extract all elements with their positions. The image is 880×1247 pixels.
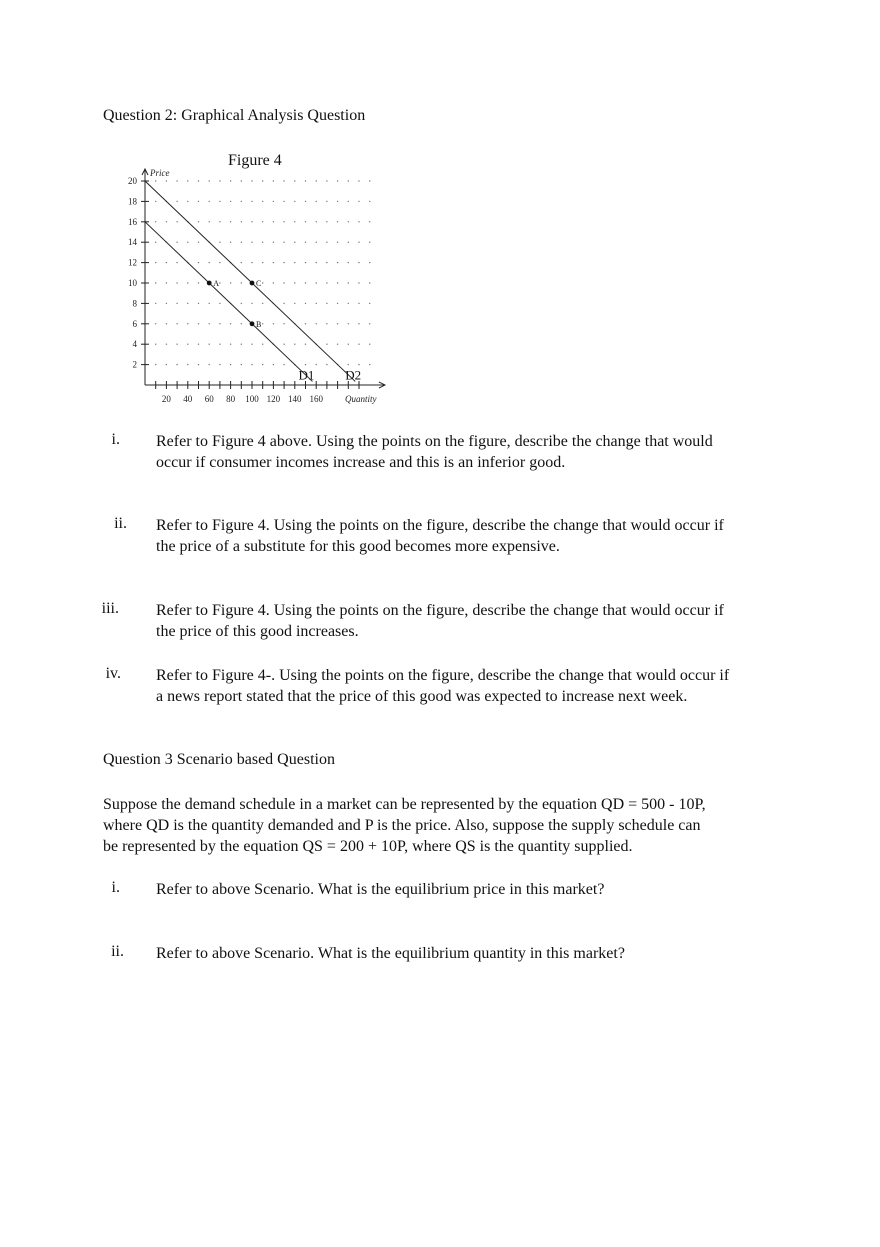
grid-dot bbox=[166, 221, 167, 222]
grid-dot bbox=[262, 221, 263, 222]
q2-item-number: i. bbox=[111, 431, 120, 448]
grid-dot bbox=[251, 201, 252, 202]
grid-dot bbox=[348, 180, 349, 181]
grid-dot bbox=[251, 221, 252, 222]
grid-dot bbox=[198, 303, 199, 304]
q3-item-number: i. bbox=[111, 879, 120, 896]
grid-dot bbox=[316, 201, 317, 202]
grid-dot bbox=[305, 344, 306, 345]
grid-dot bbox=[219, 262, 220, 263]
grid-dot bbox=[337, 262, 338, 263]
grid-dot bbox=[294, 262, 295, 263]
grid-dot bbox=[209, 303, 210, 304]
grid-dot bbox=[209, 221, 210, 222]
grid-dot bbox=[209, 262, 210, 263]
grid-dot bbox=[337, 323, 338, 324]
grid-dot bbox=[369, 262, 370, 263]
grid-dot bbox=[316, 323, 317, 324]
grid-dot bbox=[230, 364, 231, 365]
grid-dot bbox=[187, 180, 188, 181]
grid-dot bbox=[198, 262, 199, 263]
q2-item-line: the price of a substitute for this good becomes more expensive. bbox=[156, 538, 560, 555]
grid-dot bbox=[337, 201, 338, 202]
grid-dot bbox=[358, 323, 359, 324]
figure-caption: Figure 4 bbox=[228, 152, 282, 169]
grid-dot bbox=[155, 303, 156, 304]
x-tick-label: 20 bbox=[161, 394, 171, 404]
grid-dot bbox=[294, 242, 295, 243]
grid-dot bbox=[358, 201, 359, 202]
grid-dot bbox=[241, 180, 242, 181]
grid-dot bbox=[198, 344, 199, 345]
q3-item-text: Refer to above Scenario. What is the equilibrium quantity in this market? bbox=[156, 945, 625, 962]
grid-dot bbox=[369, 323, 370, 324]
grid-dot bbox=[262, 180, 263, 181]
grid-dot bbox=[273, 323, 274, 324]
grid-dot bbox=[241, 221, 242, 222]
grid-dot bbox=[305, 262, 306, 263]
grid-dot bbox=[230, 242, 231, 243]
y-tick-label: 4 bbox=[132, 339, 137, 350]
grid-dot bbox=[155, 282, 156, 283]
grid-dot bbox=[176, 303, 177, 304]
grid-dot bbox=[348, 303, 349, 304]
q2-item-line: Refer to Figure 4. Using the points on the figure, describe the change that would occur if bbox=[156, 517, 724, 534]
grid-dot bbox=[316, 282, 317, 283]
grid-dot bbox=[348, 221, 349, 222]
grid-dot bbox=[209, 364, 210, 365]
y-tick-label: 10 bbox=[128, 278, 137, 288]
point-label-b: B bbox=[256, 319, 262, 329]
x-tick-label: 100 bbox=[245, 394, 259, 404]
grid-dot bbox=[273, 221, 274, 222]
grid-dot bbox=[198, 221, 199, 222]
grid-dot bbox=[219, 282, 220, 283]
figure-4-chart bbox=[110, 150, 400, 415]
grid-dot bbox=[305, 201, 306, 202]
y-tick-label: 6 bbox=[132, 318, 137, 329]
grid-dot bbox=[262, 282, 263, 283]
grid-dot bbox=[198, 180, 199, 181]
grid-dot bbox=[273, 180, 274, 181]
grid-dot bbox=[283, 364, 284, 365]
y-tick-label: 8 bbox=[132, 298, 137, 309]
q2-item-text bbox=[156, 515, 724, 557]
demand-line-d2 bbox=[145, 181, 355, 381]
grid-dot bbox=[348, 282, 349, 283]
grid-dot bbox=[219, 221, 220, 222]
grid-dot bbox=[166, 364, 167, 365]
y-tick-label: 16 bbox=[128, 216, 137, 227]
grid-dot bbox=[283, 201, 284, 202]
grid-dot bbox=[358, 303, 359, 304]
grid-dot bbox=[176, 282, 177, 283]
grid-dot bbox=[273, 242, 274, 243]
grid-dot bbox=[230, 323, 231, 324]
grid-dot bbox=[155, 262, 156, 263]
grid-dot bbox=[230, 201, 231, 202]
y-tick-label: 12 bbox=[128, 257, 137, 268]
grid-dot bbox=[283, 344, 284, 345]
grid-dot bbox=[337, 180, 338, 181]
grid-dot bbox=[176, 221, 177, 222]
grid-dot bbox=[369, 303, 370, 304]
grid-dot bbox=[251, 303, 252, 304]
x-tick-label: 80 bbox=[226, 394, 236, 404]
grid-dot bbox=[155, 364, 156, 365]
grid-dot bbox=[326, 262, 327, 263]
grid-dot bbox=[198, 201, 199, 202]
q3-item-text: Refer to above Scenario. What is the equilibrium price in this market? bbox=[156, 881, 605, 898]
y-tick-label: 14 bbox=[128, 237, 137, 248]
scenario-line: where QD is the quantity demanded and P is the price. Also, suppose the supply schedule can bbox=[103, 817, 701, 834]
grid-dot bbox=[241, 242, 242, 243]
question-3-heading: Question 3 Scenario based Question bbox=[103, 751, 335, 768]
grid-dot bbox=[316, 221, 317, 222]
q2-item-line: the price of this good increases. bbox=[156, 623, 359, 640]
grid-dot bbox=[273, 364, 274, 365]
grid-dot bbox=[209, 180, 210, 181]
point-a bbox=[207, 281, 212, 286]
y-tick-label: 2 bbox=[132, 359, 137, 370]
grid-dot bbox=[241, 303, 242, 304]
grid-dot bbox=[219, 364, 220, 365]
point-label-c: C bbox=[256, 279, 262, 288]
grid-dot bbox=[326, 242, 327, 243]
grid-dot bbox=[358, 282, 359, 283]
grid-dot bbox=[273, 201, 274, 202]
point-c bbox=[250, 281, 255, 286]
x-axis-label: Quantity bbox=[345, 394, 377, 404]
q2-item-line: a news report stated that the price of this good was expected to increase next week. bbox=[156, 688, 688, 705]
grid-dot bbox=[283, 180, 284, 181]
grid-dot bbox=[273, 262, 274, 263]
question-2-heading: Question 2: Graphical Analysis Question bbox=[103, 107, 366, 124]
grid-dot bbox=[198, 323, 199, 324]
scenario-line: Suppose the demand schedule in a market can be represented by the equation QD = 500 - 10P, bbox=[103, 796, 706, 813]
q2-item-number: iii. bbox=[101, 600, 119, 617]
grid-dot bbox=[348, 364, 349, 365]
grid-dot bbox=[155, 180, 156, 181]
grid-dot bbox=[262, 364, 263, 365]
grid-dot bbox=[326, 344, 327, 345]
grid-dot bbox=[241, 323, 242, 324]
grid-dot bbox=[166, 303, 167, 304]
grid-dot bbox=[369, 221, 370, 222]
grid-dot bbox=[316, 262, 317, 263]
grid-dot bbox=[176, 323, 177, 324]
q2-item-text bbox=[156, 665, 729, 707]
grid-dot bbox=[198, 242, 199, 243]
grid-dot bbox=[294, 282, 295, 283]
grid-dot bbox=[230, 344, 231, 345]
y-tick-label: 20 bbox=[128, 176, 137, 186]
grid-dot bbox=[219, 201, 220, 202]
grid-dot bbox=[219, 303, 220, 304]
grid-dot bbox=[219, 180, 220, 181]
scenario-paragraph bbox=[103, 794, 706, 857]
grid-dot bbox=[358, 180, 359, 181]
x-tick-label: 40 bbox=[183, 394, 193, 404]
grid-dot bbox=[230, 180, 231, 181]
y-axis-label: Price bbox=[150, 168, 170, 178]
grid-dot bbox=[241, 201, 242, 202]
grid-dot bbox=[230, 282, 231, 283]
grid-dot bbox=[209, 323, 210, 324]
grid-dot bbox=[155, 344, 156, 345]
grid-dot bbox=[187, 282, 188, 283]
grid-dot bbox=[241, 282, 242, 283]
grid-dot bbox=[316, 242, 317, 243]
grid-dot bbox=[305, 364, 306, 365]
grid-dot bbox=[251, 364, 252, 365]
grid-dot bbox=[219, 242, 220, 243]
grid-dot bbox=[262, 323, 263, 324]
grid-dot bbox=[176, 262, 177, 263]
grid-dot bbox=[198, 364, 199, 365]
grid-dot bbox=[294, 201, 295, 202]
grid-dot bbox=[251, 344, 252, 345]
grid-dot bbox=[283, 221, 284, 222]
grid-dot bbox=[251, 262, 252, 263]
grid-dot bbox=[316, 364, 317, 365]
grid-dot bbox=[326, 303, 327, 304]
grid-dot bbox=[326, 282, 327, 283]
q2-item-line: occur if consumer incomes increase and this is an inferior good. bbox=[156, 454, 566, 471]
grid-dot bbox=[262, 242, 263, 243]
grid-dot bbox=[348, 242, 349, 243]
grid-dot bbox=[358, 221, 359, 222]
grid-dot bbox=[316, 180, 317, 181]
grid-dot bbox=[187, 323, 188, 324]
grid-dot bbox=[326, 180, 327, 181]
grid-dot bbox=[348, 262, 349, 263]
grid-dot bbox=[369, 201, 370, 202]
grid-dot bbox=[326, 221, 327, 222]
grid-dot bbox=[337, 242, 338, 243]
q2-item-number: ii. bbox=[114, 515, 127, 532]
grid-dot bbox=[166, 323, 167, 324]
q3-item-number: ii. bbox=[111, 943, 124, 960]
grid-dot bbox=[155, 201, 156, 202]
grid-dot bbox=[251, 180, 252, 181]
grid-dot bbox=[187, 344, 188, 345]
point-b bbox=[250, 321, 255, 326]
grid-dot bbox=[358, 262, 359, 263]
grid-dot bbox=[369, 364, 370, 365]
grid-dot bbox=[219, 344, 220, 345]
grid-dot bbox=[294, 221, 295, 222]
grid-dot bbox=[209, 344, 210, 345]
grid-dot bbox=[176, 344, 177, 345]
y-tick-label: 18 bbox=[128, 196, 137, 207]
grid-dot bbox=[337, 344, 338, 345]
grid-dot bbox=[305, 180, 306, 181]
grid-dot bbox=[155, 323, 156, 324]
grid-dot bbox=[230, 221, 231, 222]
grid-dot bbox=[305, 303, 306, 304]
grid-dot bbox=[187, 201, 188, 202]
grid-dot bbox=[369, 282, 370, 283]
grid-dot bbox=[273, 282, 274, 283]
grid-dot bbox=[326, 201, 327, 202]
grid-dot bbox=[187, 303, 188, 304]
grid-dot bbox=[326, 364, 327, 365]
grid-dot bbox=[326, 323, 327, 324]
grid-dot bbox=[316, 303, 317, 304]
grid-dot bbox=[251, 242, 252, 243]
q2-item-number: iv. bbox=[105, 665, 121, 682]
grid-dot bbox=[305, 242, 306, 243]
grid-dot bbox=[294, 303, 295, 304]
grid-dot bbox=[262, 201, 263, 202]
grid-dot bbox=[337, 282, 338, 283]
q2-item-line: Refer to Figure 4 above. Using the points on the figure, describe the change that would bbox=[156, 433, 713, 450]
grid-dot bbox=[305, 323, 306, 324]
q2-item-text bbox=[156, 600, 724, 642]
grid-dot bbox=[262, 344, 263, 345]
grid-dot bbox=[283, 242, 284, 243]
x-tick-label: 140 bbox=[288, 394, 302, 404]
grid-dot bbox=[283, 303, 284, 304]
grid-dot bbox=[283, 262, 284, 263]
series-label-d2: D2 bbox=[345, 367, 362, 383]
grid-dot bbox=[219, 323, 220, 324]
x-tick-label: 60 bbox=[204, 394, 214, 404]
grid-dot bbox=[337, 221, 338, 222]
series-label-d1: D1 bbox=[298, 367, 315, 383]
grid-dot bbox=[348, 201, 349, 202]
q2-item-line: Refer to Figure 4. Using the points on the figure, describe the change that would occur if bbox=[156, 602, 724, 619]
grid-dot bbox=[348, 344, 349, 345]
grid-dot bbox=[305, 221, 306, 222]
scenario-line: be represented by the equation QS = 200 + 10P, where QS is the quantity supplied. bbox=[103, 838, 633, 855]
grid-dot bbox=[337, 303, 338, 304]
grid-dot bbox=[283, 323, 284, 324]
grid-dot bbox=[241, 364, 242, 365]
q2-item-text bbox=[156, 431, 713, 473]
grid-dot bbox=[166, 262, 167, 263]
x-tick-label: 160 bbox=[309, 394, 323, 404]
grid-dot bbox=[176, 201, 177, 202]
grid-dot bbox=[155, 221, 156, 222]
point-label-a: A bbox=[213, 279, 219, 288]
grid-dot bbox=[241, 262, 242, 263]
grid-dot bbox=[176, 364, 177, 365]
grid-dot bbox=[209, 201, 210, 202]
grid-dot bbox=[198, 282, 199, 283]
grid-dot bbox=[358, 242, 359, 243]
grid-dot bbox=[166, 344, 167, 345]
grid-dot bbox=[262, 262, 263, 263]
grid-dot bbox=[187, 364, 188, 365]
grid-dot bbox=[176, 180, 177, 181]
x-tick-label: 120 bbox=[266, 394, 281, 404]
grid-dot bbox=[166, 180, 167, 181]
grid-dot bbox=[262, 303, 263, 304]
grid-dot bbox=[283, 282, 284, 283]
grid-dot bbox=[166, 282, 167, 283]
grid-dot bbox=[294, 344, 295, 345]
q2-item-line: Refer to Figure 4-. Using the points on the figure, describe the change that would occur if bbox=[156, 667, 730, 684]
grid-dot bbox=[358, 364, 359, 365]
grid-dot bbox=[369, 180, 370, 181]
grid-dot bbox=[369, 344, 370, 345]
grid-dot bbox=[369, 242, 370, 243]
demand-line-d1 bbox=[145, 222, 315, 383]
grid-dot bbox=[294, 180, 295, 181]
grid-dot bbox=[241, 344, 242, 345]
grid-dot bbox=[348, 323, 349, 324]
grid-dot bbox=[155, 242, 156, 243]
grid-dot bbox=[187, 242, 188, 243]
grid-dot bbox=[305, 282, 306, 283]
grid-dot bbox=[358, 344, 359, 345]
grid-dot bbox=[176, 242, 177, 243]
